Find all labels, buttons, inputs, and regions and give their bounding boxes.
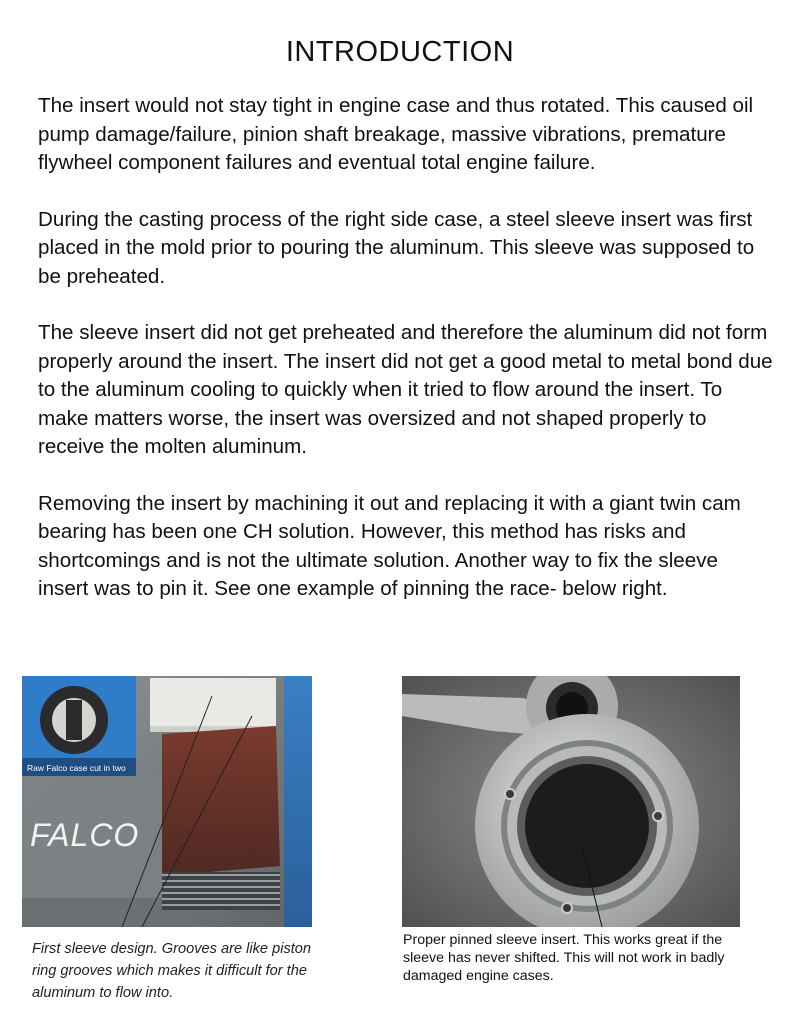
paragraph-4: Removing the insert by machining it out and replacing it with a giant twin cam bearing has been one CH solution. However, this method has risks and shortcomings and is not the ultimate solution. Another way to fix the sleeve insert was to pin it. See one example of pinning the race- below right. xyxy=(38,491,741,600)
intro-body xyxy=(38,92,774,632)
falco-brand-text: FALCO xyxy=(30,817,140,853)
left-photo-caption: First sleeve design. Grooves are like piston ring grooves which makes it difficult for the aluminum to flow into. xyxy=(32,941,312,1001)
right-photo-caption: Proper pinned sleeve insert. This works great if the sleeve has never shifted. This will not work in badly damaged engine cases. xyxy=(403,932,725,984)
paragraph-3: The sleeve insert did not get preheated and therefore the aluminum did not form properly around the insert. The insert did not get a good metal to metal bond due to the aluminum cooling to quickly when it tried to flow around the insert. To make matters worse, the insert was oversized and not shaped properly to receive the molten aluminum. xyxy=(38,321,773,458)
paragraph-2: During the casting process of the right side case, a steel sleeve insert was first placed in the mold prior to pouring the aluminum. This sleeve was supposed to be preheated. xyxy=(38,207,755,288)
first-sleeve-photo xyxy=(22,676,312,927)
page-title: INTRODUCTION xyxy=(285,36,515,68)
pinned-sleeve-photo xyxy=(402,676,740,927)
paragraph-1: The insert would not stay tight in engine case and thus rotated. This caused oil pump damage/failure, pinion shaft breakage, massive vibrations, premature flywheel component failures and eventual total engine failure. xyxy=(38,94,754,174)
inset-label: Raw Falco case cut in two xyxy=(27,763,126,773)
